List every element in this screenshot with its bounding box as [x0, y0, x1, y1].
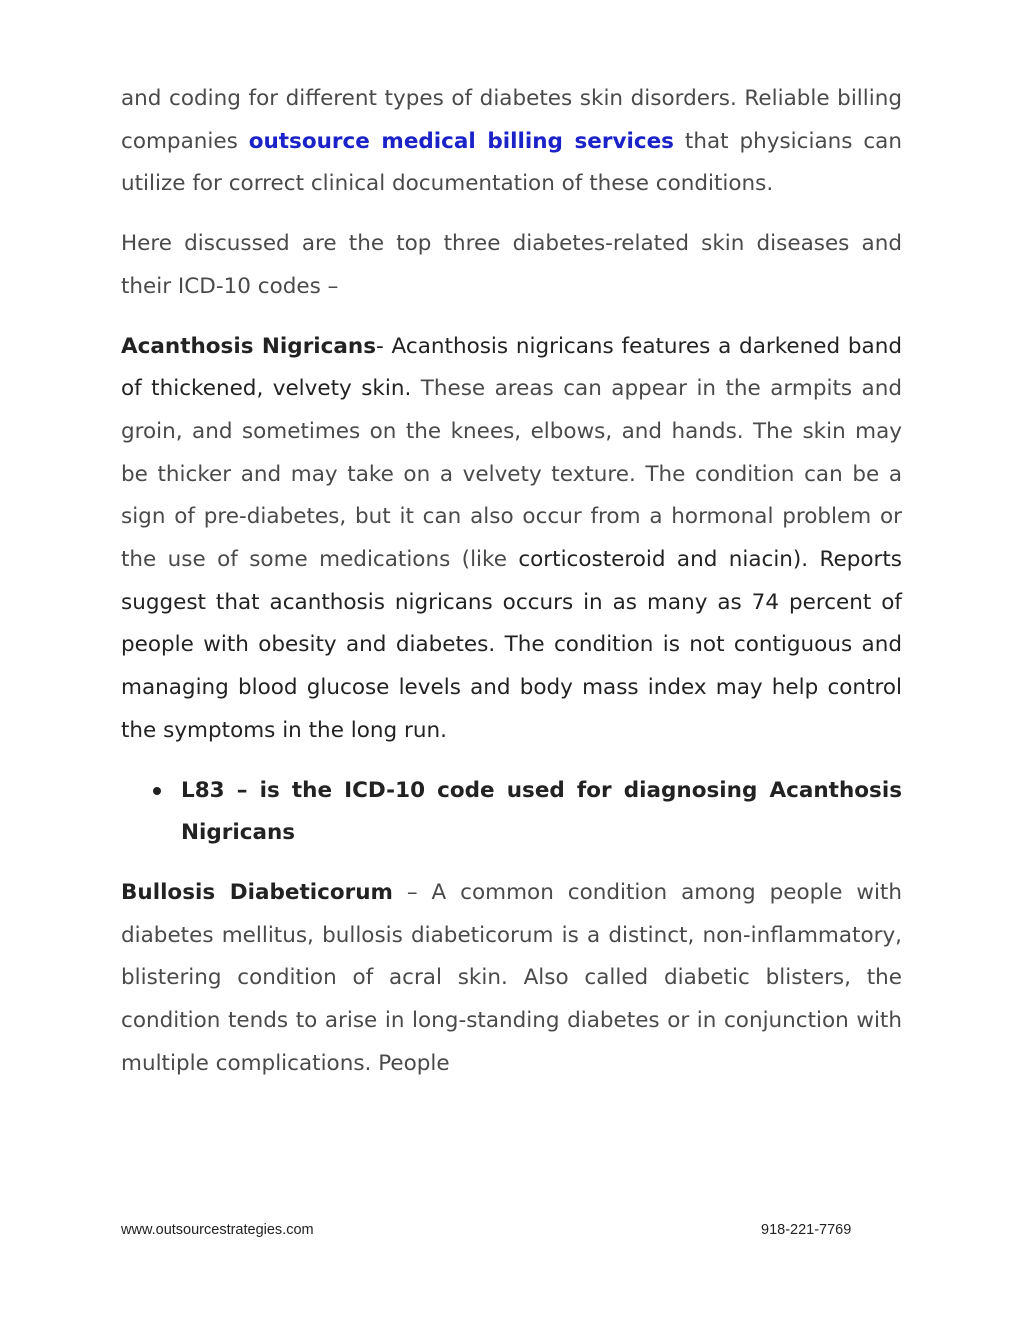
outsource-medical-billing-link[interactable]: outsource medical billing services — [248, 128, 674, 154]
acanthosis-grey-text: These areas can appear in the armpits and groin, and sometimes on the knees, elbows, and hands. The skin may be thicker and may take on a velvety texture. The condition can be a sign of pre-diabetes, but it can also occur from a hormonal problem or the use of some medications (like — [121, 376, 902, 573]
bullosis-text: – A common condition among people with diabetes mellitus, bullosis diabeticorum is a distinct, non-inflammatory, blistering condition of acral skin. Also called diabetic blisters, the condition tends to arise in long-standing diabetes or in conjunction with multiple complications. — [121, 879, 902, 1076]
acanthosis-term: Acanthosis Nigricans — [121, 333, 377, 359]
bullet-icon — [153, 787, 161, 795]
paragraph-billing-text-before: and coding for different types of diabetes skin disorders. Reliable billing companies — [121, 86, 902, 154]
bullosis-term: Bullosis Diabeticorum — [121, 879, 393, 905]
footer-phone: 918-221-7769 — [761, 1222, 852, 1238]
paragraph-bullosis — [121, 872, 902, 1086]
footer-website: www.outsourcestrategies.com — [121, 1222, 314, 1238]
document-body — [121, 78, 902, 1102]
acanthosis-intro: - Acanthosis nigricans features a darkened band of thickened, velvety skin. — [121, 333, 902, 402]
paragraph-billing — [121, 78, 902, 206]
acanthosis-rest: corticosteroid and niacin). Reports suggest that acanthosis nigricans occurs in as many as 74 percent of people with obesity and diabetes. The condition is not contiguous and managing blood glucose levels and body mass index may help control the symptoms in the long run. — [121, 547, 903, 743]
paragraph-intro-text: Here discussed are the top three diabetes-related skin diseases and their ICD-10 codes – — [121, 231, 902, 299]
bullosis-tail: People — [371, 1050, 450, 1076]
paragraph-intro — [121, 223, 902, 308]
paragraph-billing-text-after: that physicians can utilize for correct clinical documentation of these conditions. — [121, 128, 902, 197]
paragraph-acanthosis — [121, 326, 902, 753]
icd-code-list — [121, 770, 902, 855]
list-item — [121, 770, 902, 855]
list-item-text: L83 – is the ICD-10 code used for diagnosing Acanthosis Nigricans — [181, 777, 902, 846]
